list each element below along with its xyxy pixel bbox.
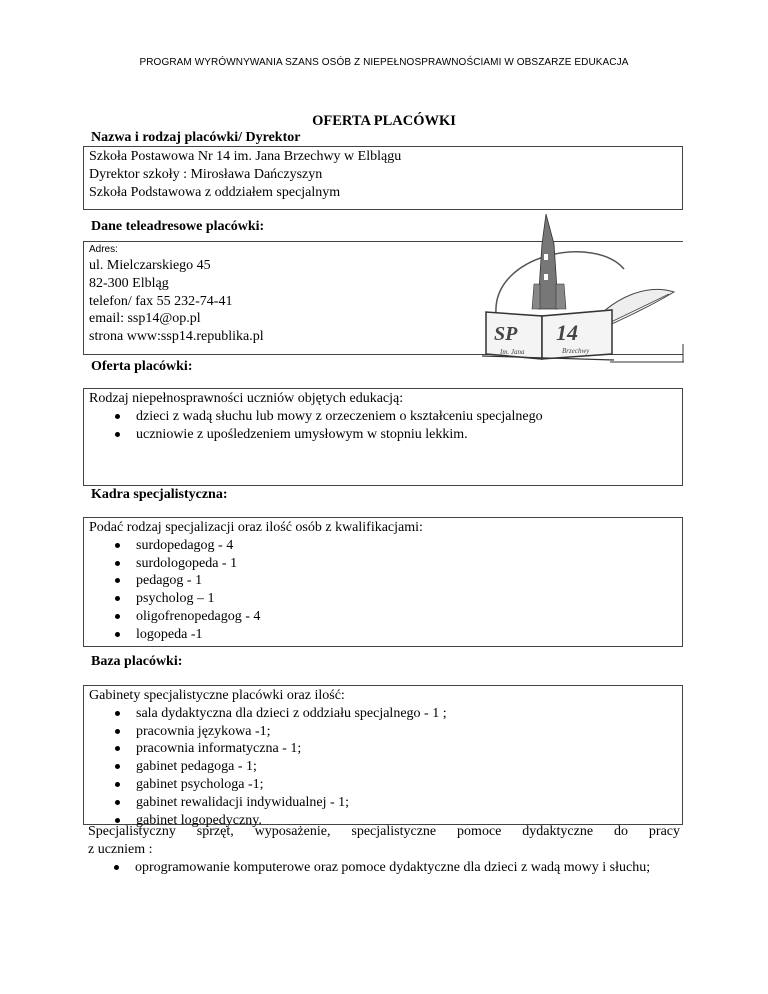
offer-list — [89, 408, 677, 444]
staff-intro: Podać rodzaj specjalizacji oraz ilość osób z kwalifikacjami: — [89, 520, 423, 535]
list-item: gabinet pedagoga - 1; — [89, 758, 677, 776]
director: Dyrektor szkoły : Mirosława Dańczyszyn — [89, 166, 323, 182]
section-label-base: Baza placówki: — [91, 654, 183, 669]
section-label-offer: Oferta placówki: — [91, 359, 193, 374]
list-item: pracownia językowa -1; — [89, 723, 677, 741]
section-label-staff: Kadra specjalistyczna: — [91, 487, 228, 502]
website: strona www:ssp14.republika.pl — [89, 329, 264, 345]
postal-city: 82-300 Elbląg — [89, 275, 169, 291]
list-item: oprogramowanie komputerowe oraz pomoce dydaktyczne dla dzieci z wadą mowy i słuchu; — [88, 859, 680, 877]
staff-box — [83, 517, 683, 647]
page-title: OFERTA PLACÓWKI — [312, 113, 456, 129]
list-item: sala dydaktyczna dla dzieci z oddziału specjalnego - 1 ; — [89, 705, 677, 723]
list-item: uczniowie z upośledzeniem umysłowym w stopniu lekkim. — [89, 426, 677, 444]
email: email: ssp14@op.pl — [89, 311, 201, 327]
section-label-contact: Dane teleadresowe placówki: — [91, 219, 265, 234]
base-intro: Gabinety specjalistyczne placówki oraz ilość: — [89, 688, 345, 703]
list-item: oligofrenopedagog - 4 — [89, 608, 677, 626]
equipment-list — [88, 859, 680, 877]
logo-im-text: Im. Jana — [500, 348, 525, 356]
list-item: gabinet psychologa -1; — [89, 776, 677, 794]
list-item: psycholog – 1 — [89, 590, 677, 608]
offer-intro: Rodzaj niepełnosprawności uczniów objętych edukacją: — [89, 391, 404, 406]
facility-type: Szkoła Podstawowa z oddziałem specjalnym — [89, 184, 341, 200]
list-item: surdopedagog - 4 — [89, 537, 677, 555]
street: ul. Mielczarskiego 45 — [89, 258, 211, 273]
equipment-intro-cont: z uczniem : — [88, 841, 153, 857]
list-item: logopeda -1 — [89, 626, 677, 644]
logo-name-text: Brzechwy — [562, 347, 590, 355]
base-box — [83, 685, 683, 828]
list-item: surdologopeda - 1 — [89, 555, 677, 573]
facility-box — [83, 146, 683, 210]
list-item: pedagog - 1 — [89, 572, 677, 590]
list-item: dzieci z wadą słuchu lub mowy z orzeczeniem o kształceniu specjalnego — [89, 408, 677, 426]
list-item: gabinet rewalidacji indywidualnej - 1; — [89, 794, 677, 812]
equipment-block — [88, 823, 680, 876]
school-logo — [474, 214, 684, 364]
logo-number-text: 14 — [556, 320, 578, 345]
phone-fax: telefon/ fax 55 232-74-41 — [89, 293, 233, 309]
list-item: gabinet logopedyczny. — [89, 812, 677, 830]
logo-sp-text: SP — [494, 323, 518, 345]
list-item: pracownia informatyczna - 1; — [89, 740, 677, 758]
address-label: Adres: — [89, 244, 118, 255]
offer-box — [83, 388, 683, 486]
equipment-intro: Specjalistyczny sprzęt, wyposażenie, specjalistyczne pomoce dydaktyczne do pracy — [88, 824, 680, 839]
staff-list — [89, 537, 677, 644]
page-header: PROGRAM WYRÓWNYWANIA SZANS OSÓB Z NIEPEŁNOSPRAWNOŚCIAMI W OBSZARZE EDUKACJA — [139, 57, 629, 68]
section-label-facility: Nazwa i rodzaj placówki/ Dyrektor — [91, 130, 301, 145]
base-list — [89, 705, 677, 830]
facility-name: Szkoła Postawowa Nr 14 im. Jana Brzechwy w Elblągu — [89, 149, 402, 164]
